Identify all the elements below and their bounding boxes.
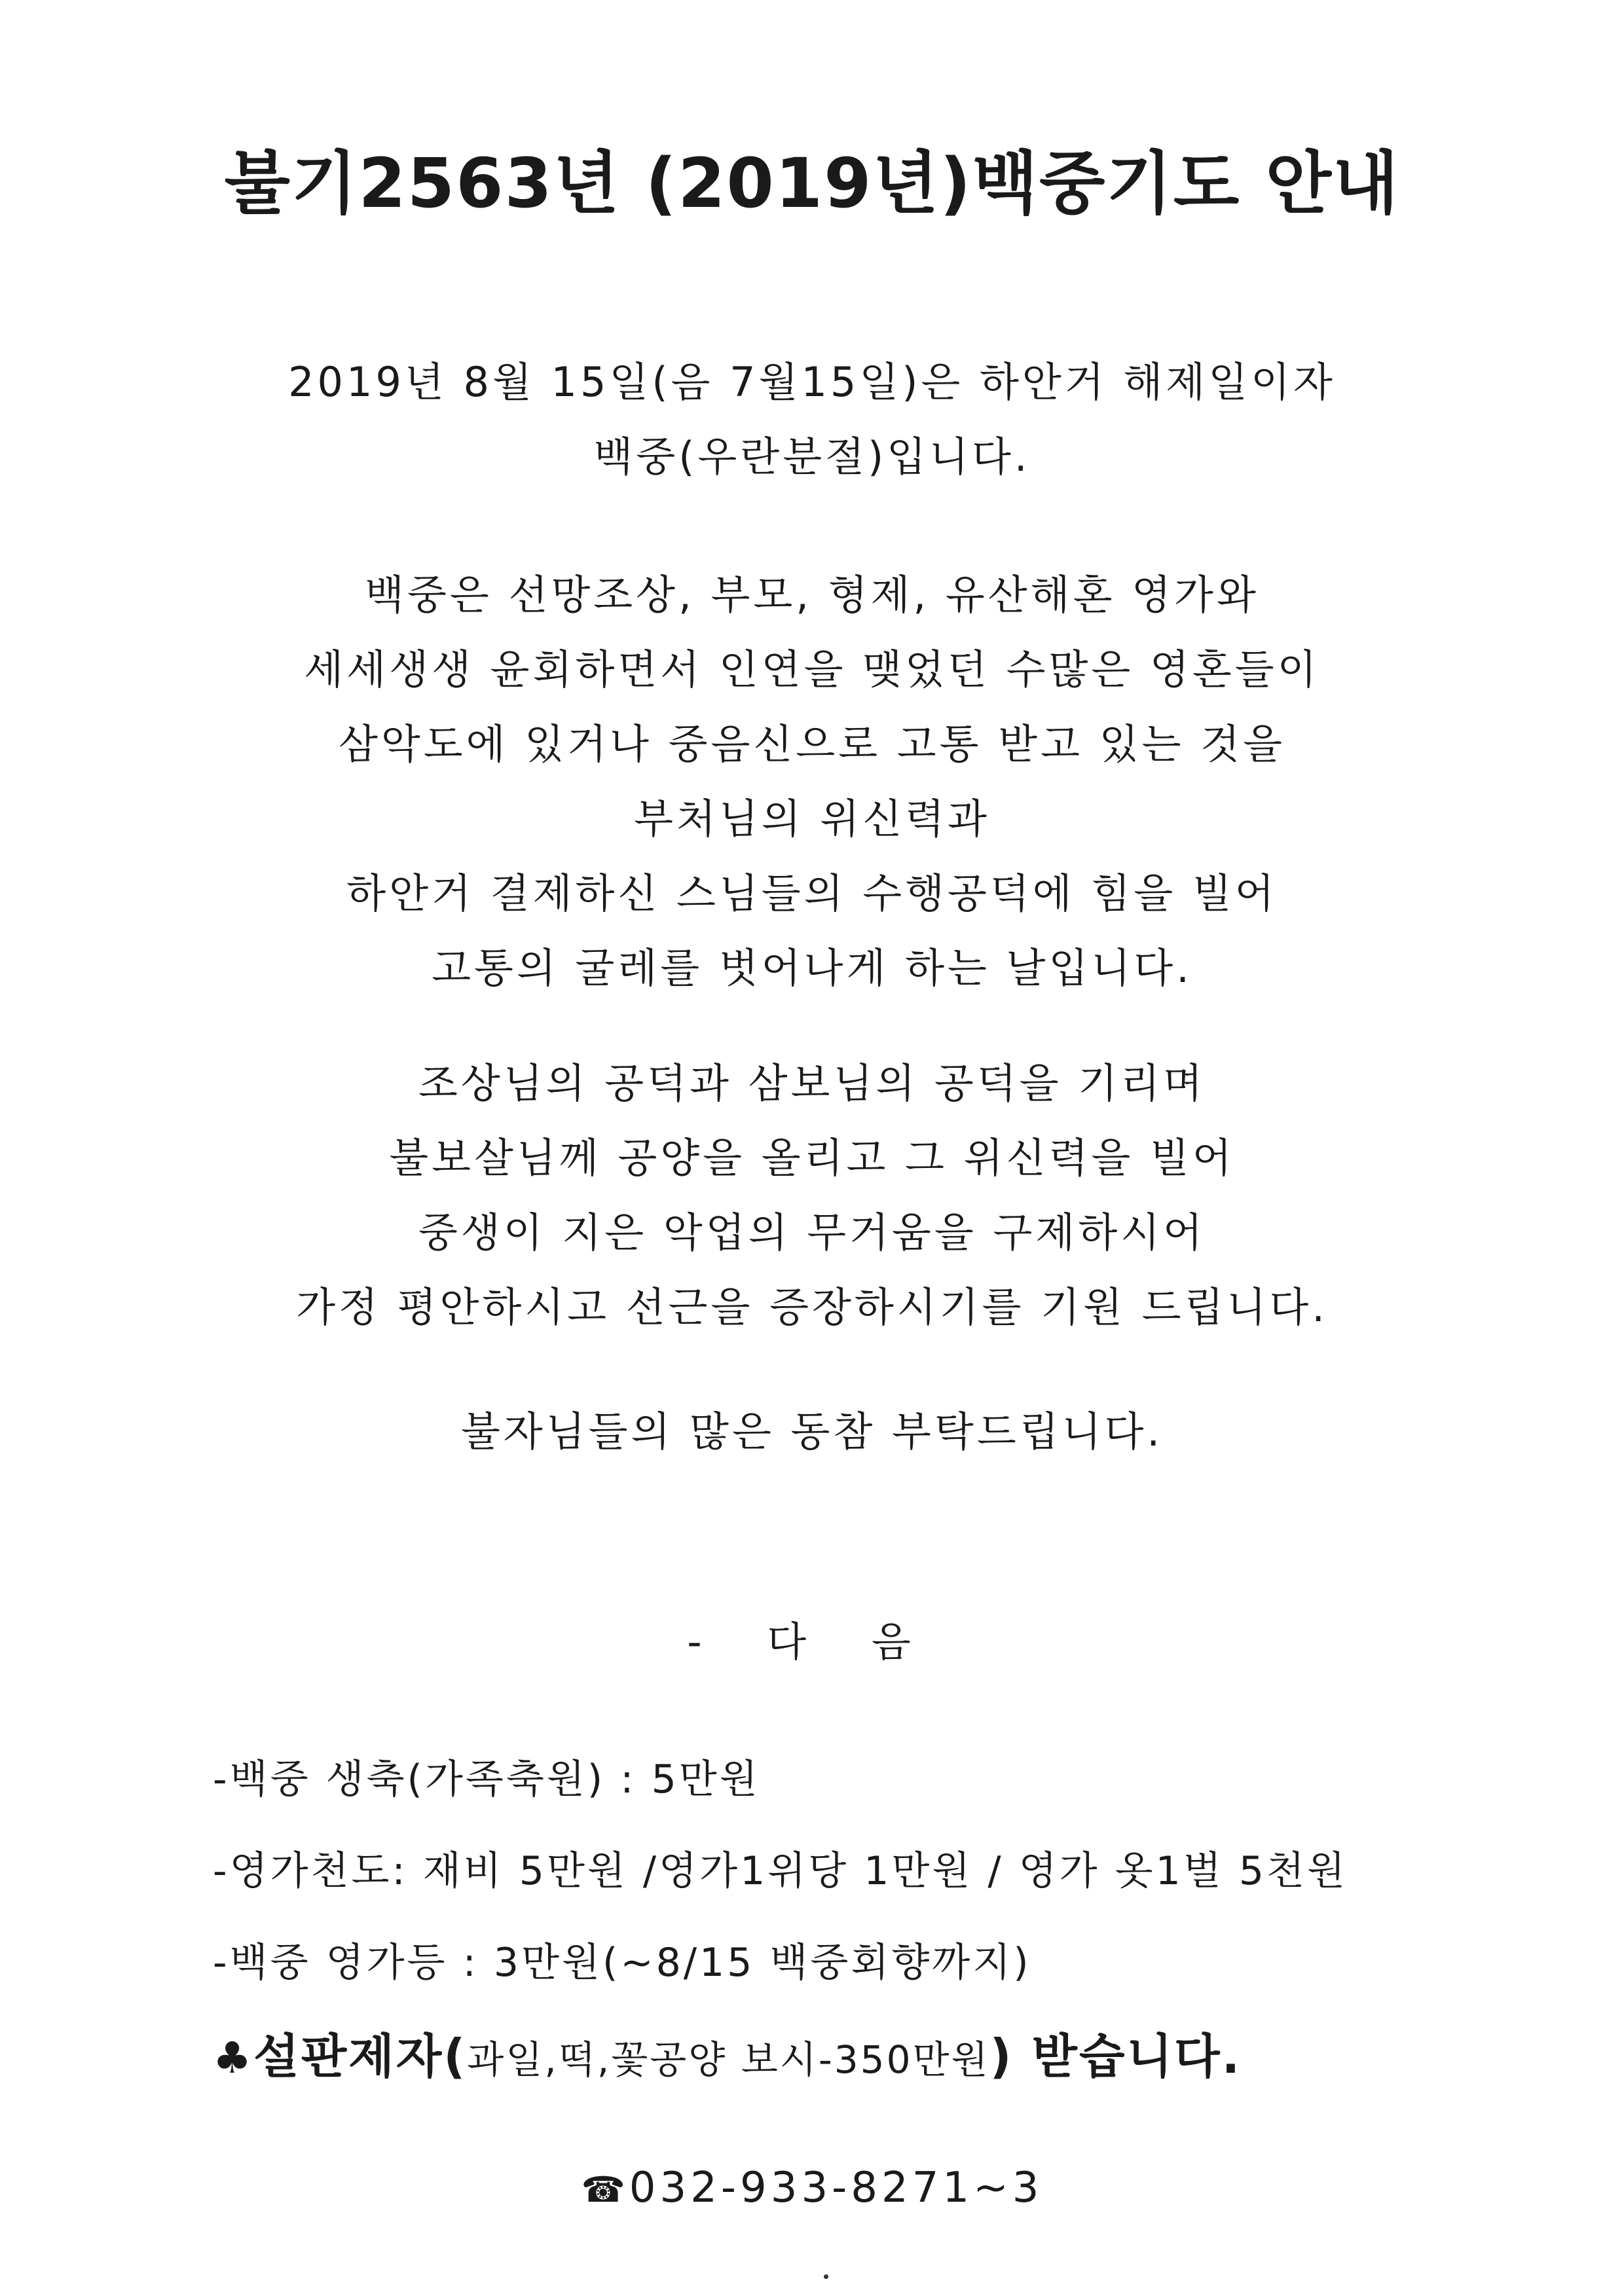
next-heading: - 다 음 — [687, 1618, 937, 1666]
telephone-icon: ☎ — [581, 2169, 629, 2210]
meaning-line: 백중은 선망조상, 부모, 형제, 유산해혼 영가와 — [365, 571, 1259, 619]
meaning-line: 고통의 굴레를 벗어나게 하는 날입니다. — [432, 944, 1192, 992]
page-title: 불기2563년 (2019년)백중기도 안내 — [224, 143, 1400, 223]
special-offering-item — [213, 2009, 1588, 2107]
contact-phone — [0, 2164, 1624, 2212]
meaning-line: 세세생생 윤회하면서 인연을 맺었던 수많은 영혼들이 — [304, 646, 1320, 693]
stray-dot — [824, 2274, 828, 2279]
offering-item: -백중 영가등 : 3만원(~8/15 백중회향까지) — [213, 1940, 1031, 1986]
club-icon: ♣ — [213, 2033, 254, 2083]
wish-line: 불보살님께 공양을 올리고 그 위신력을 빌어 — [389, 1134, 1235, 1182]
special-offering-tail: ) 받습니다. — [989, 2029, 1242, 2084]
offering-item: -영가천도: 재비 5만원 /영가1위당 1만원 / 영가 옷1벌 5천원 — [213, 1848, 1348, 1894]
wish-line: 중생이 지은 악업의 무거움을 구제하시어 — [418, 1209, 1206, 1256]
request-paragraph — [0, 1394, 1624, 1469]
intro-line: 백중(우란분절)입니다. — [593, 433, 1031, 481]
special-offering-detail: 과일,떡,꽃공양 보시-350만원 — [467, 2037, 990, 2082]
intro-line: 2019년 8월 15일(음 7월15일)은 하안거 해제일이자 — [288, 358, 1336, 406]
wish-paragraph — [0, 1046, 1624, 1345]
offering-list — [213, 1734, 1588, 2107]
request-line: 불자님들의 많은 동참 부탁드립니다. — [460, 1408, 1164, 1455]
intro-paragraph — [0, 345, 1624, 494]
meaning-line: 하안거 결제하신 스님들의 수행공덕에 힘을 빌어 — [346, 869, 1278, 917]
phone-number: 032-933-8271~3 — [629, 2164, 1043, 2212]
wish-line: 가정 평안하시고 선근을 증장하시기를 기원 드립니다. — [296, 1283, 1328, 1331]
meaning-line: 부처님의 위신력과 — [634, 795, 990, 843]
meaning-paragraph — [0, 558, 1624, 1006]
special-offering-lead: 설판제자( — [253, 2029, 468, 2084]
wish-line: 조상님의 공덕과 삼보님의 공덕을 기리며 — [418, 1059, 1206, 1107]
meaning-line: 삼악도에 있거나 중음신으로 고통 받고 있는 것을 — [338, 720, 1286, 768]
offering-item: -백중 생축(가족축원) : 5만원 — [213, 1757, 760, 1802]
